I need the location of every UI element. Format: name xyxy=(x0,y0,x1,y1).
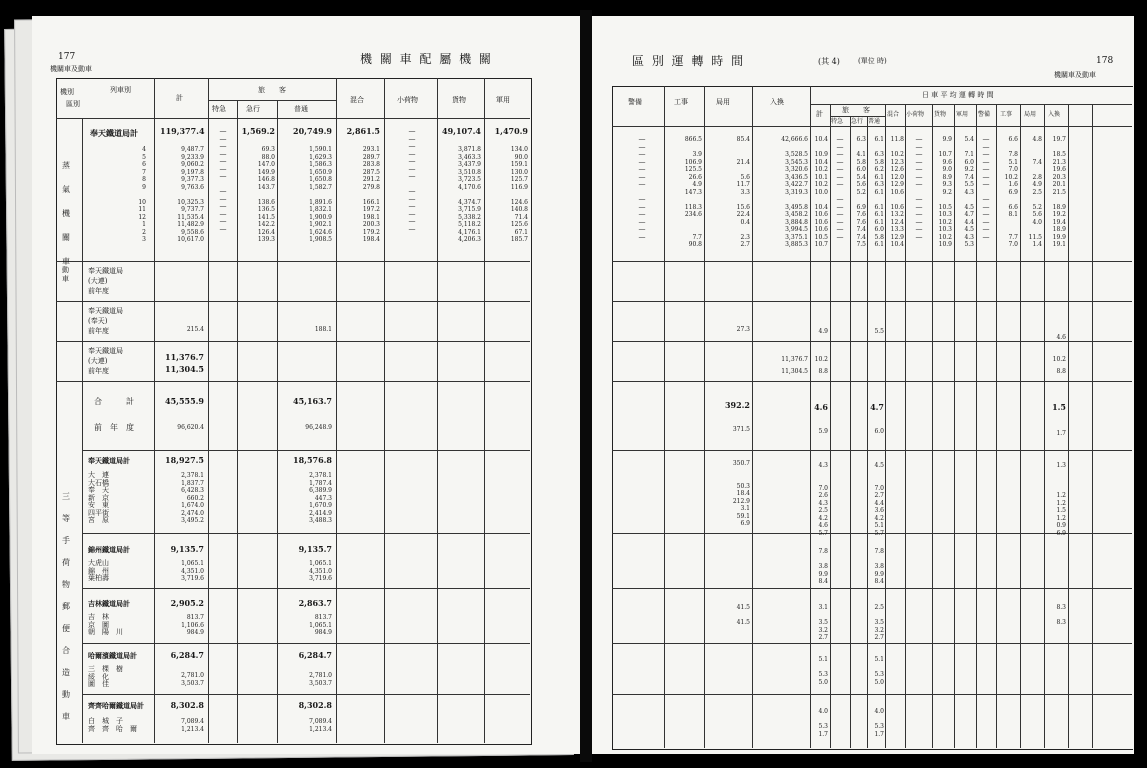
col-kyokuyo2-header: 局用 xyxy=(1024,111,1037,118)
a-kyuko: 6.3 4.1 5.8 6.0 5.4 5.6 5.2 6.9 7.6 7.6 7.4 7.4 7.5 xyxy=(856,136,866,248)
block-i-total-list: 7,089.4 1,213.4 xyxy=(181,718,204,733)
d-kei: 10.2 8.8 xyxy=(814,356,828,375)
block-a-col-total: 9,487.7 9,233.9 9,060.2 9,197.8 9,377.3 9,763.6 10,325.3 9,737.7 11,535.4 11,482.9 9,558.6 10,617.0 xyxy=(177,146,204,243)
block-a-kamotsu: 3,871.8 3,463.3 3,437.9 3,510.8 3,723.5 4,170.6 4,374.7 3,715.9 5,338.2 5,118.2 4,176.1 4,206.3 xyxy=(458,146,481,243)
block-b-label: 奉天鐵道局 (大連) 前年度 xyxy=(88,267,123,295)
dash-column: — — — — — — — — — — — — — xyxy=(638,135,646,241)
block-d-total: 11,376.7 11,304.5 xyxy=(165,352,204,374)
col-ryokaku-header: 旅 客 xyxy=(842,106,870,114)
col-total-header: 計 xyxy=(176,94,183,102)
g-futsu: 2.5 3.5 3.2 2.7 xyxy=(874,604,884,641)
a-kyokuyo: 85.4 21.4 5.6 11.7 3.3 15.6 22.4 0.4 2.3 2.7 xyxy=(736,136,750,248)
col-gunyo-header: 軍用 xyxy=(956,111,969,118)
g-kyokuyo: 41.5 41.5 xyxy=(736,604,750,626)
block-h-label: 哈爾濱鐵道局計 xyxy=(88,651,137,660)
f-futsu: 7.8 3.8 9.9 8.4 xyxy=(874,548,884,585)
block-i-label: 齊齊哈爾鐵道局計 xyxy=(88,701,144,710)
col-irekae-header: 入換 xyxy=(770,98,784,106)
block-a-label: 奉天鐵道局計 xyxy=(90,128,138,138)
col-kyuko-header: 急行 xyxy=(246,105,260,113)
block-f-label: 錦州鐵道局計 xyxy=(88,545,130,554)
prev-kyokuyo2: 1.7 xyxy=(1056,430,1066,437)
page-number: 177 xyxy=(58,52,76,62)
col-kamotsu-header: 貨物 xyxy=(934,111,947,118)
header-sect-label: 區別 xyxy=(66,100,80,108)
sum-kei: 4.6 xyxy=(814,402,828,412)
block-h-sub: 三 棵 樹 綏 化 圖 佳 xyxy=(88,665,123,688)
col-irekae2-header: 入換 xyxy=(1048,111,1061,118)
col-tokkyu-header: 特急 xyxy=(212,105,226,113)
block-a-gunyo: 134.0 90.0 159.1 130.0 125.7 116.9 124.6 140.8 71.4 125.6 67.1 185.7 xyxy=(510,146,528,243)
unit-label: (單位 時) xyxy=(858,57,887,65)
block-h-futsu-list: 2,781.0 3,503.7 xyxy=(309,672,332,687)
block-c-label: 奉天鐵道局 (奉天) 前年度 xyxy=(88,307,123,335)
dash-column: — — — — — — — — — — — — — xyxy=(219,127,227,233)
sum-kyokuyo: 392.2 xyxy=(724,400,750,410)
a-kamotsu: 9.9 10.7 9.6 9.0 8.9 9.3 9.2 10.5 10.3 10.2 10.3 10.2 10.9 xyxy=(938,136,952,248)
prev-futsu: 6.0 xyxy=(874,428,884,435)
col-kongo-header: 混合 xyxy=(350,96,364,104)
block-f-futsu-list: 1,065.1 4,351.0 3,719.6 xyxy=(309,560,332,582)
e-kyokuyo2: 1.3 1.2 1.2 1.5 1.2 0.9 6.9 xyxy=(1056,462,1066,537)
block-e-sub: 大 連 大石橋 奉 天 新 京 安 東 四平街 宮 原 xyxy=(88,471,109,524)
e-futsu: 4.5 7.0 2.7 4.4 3.6 4.2 5.1 5.7 xyxy=(874,462,884,537)
block-a-kongo: 293.1 289.7 283.8 287.5 291.2 279.8 166.1 197.2 198.1 200.3 179.2 198.4 xyxy=(362,146,380,243)
block-f-futsu: 9,135.7 xyxy=(298,544,332,554)
block-a-kamotsu-total: 49,107.4 xyxy=(442,126,481,136)
block-e-total-list: 2,378.1 1,837.7 6,428.3 660.2 1,674.0 2,474.0 3,495.2 xyxy=(181,472,204,524)
block-h-total: 6,284.7 xyxy=(170,650,204,660)
col-tokkyu-header: 特急 xyxy=(831,118,844,125)
block-i-sub: 白 城 子 齊 齊 哈 爾 xyxy=(88,717,137,733)
header-kind-label: 機別 xyxy=(60,88,74,96)
a-irekae: 42,666.6 3,528.5 3,545.3 3,320.6 3,436.5 3,422.7 3,319.3 3,495.8 3,458.2 3,884.8 3,994.5 3,375.1 3,885.3 xyxy=(781,136,808,248)
block-g-label: 吉林鐵道局計 xyxy=(88,599,130,608)
prev-kei: 5.9 xyxy=(818,428,828,435)
block-e-label: 奉天鐵道局計 xyxy=(88,456,130,465)
section-railcar-label: 動車 xyxy=(62,266,69,283)
sum-label: 合 計 xyxy=(94,397,134,406)
block-a-futsu: 1,590.1 1,629.3 1,586.3 1,650.9 1,650.8 1,582.7 1,891.6 1,832.1 1,900.9 1,902.1 1,624.6 1,908.5 xyxy=(309,146,332,243)
block-a-futsu-total: 20,749.9 xyxy=(293,126,332,136)
running-head: 機關車及動車 xyxy=(50,65,92,73)
block-g-total-list: 813.7 1,106.6 984.9 xyxy=(181,614,204,636)
d-irekae2: 10.2 8.8 xyxy=(1052,356,1066,375)
a-futsu: 6.1 6.3 5.8 6.2 6.1 6.3 6.1 6.1 6.1 6.1 6.0 5.8 6.1 xyxy=(874,136,884,248)
block-g-total: 2,905.2 xyxy=(170,598,204,608)
col-kyuko-header: 急行 xyxy=(851,118,864,125)
col-kei-header: 計 xyxy=(816,110,823,118)
block-c-futsu: 188.1 xyxy=(314,326,332,333)
i-futsu: 4.0 5.3 1.7 xyxy=(874,708,884,738)
block-f-sub: 大虎山 錦 州 葉柏壽 xyxy=(88,559,109,582)
h-kei: 5.1 5.3 5.0 xyxy=(818,656,828,686)
col-passenger-header: 旅 客 xyxy=(258,86,286,94)
header-row-label: 列車別 xyxy=(110,86,131,94)
block-a-gunyo-total: 1,470.9 xyxy=(494,126,528,136)
e-kyokuyo: 350.7 50.3 18.4 212.9 3.1 59.1 6.9 xyxy=(732,460,750,527)
block-a-kongo-total: 2,861.5 xyxy=(346,126,380,136)
g-kyokuyo2: 8.3 8.3 xyxy=(1056,604,1066,626)
block-i-total: 8,302.8 xyxy=(170,700,204,710)
prev-futsu: 96,248.9 xyxy=(305,424,332,431)
col-futsu-header: 普通 xyxy=(868,118,881,125)
block-g-futsu-list: 813.7 1,065.1 984.9 xyxy=(309,614,332,636)
block-a-kyuko-total: 1,569.2 xyxy=(241,126,275,136)
block-h-futsu: 6,284.7 xyxy=(298,650,332,660)
a-kei: 10.4 10.9 10.4 10.2 10.1 10.2 10.0 10.4 10.6 10.6 10.6 10.5 10.7 xyxy=(814,136,828,248)
block-e-futsu: 18,576.8 xyxy=(293,455,332,465)
block-h-total-list: 2,781.0 3,503.7 xyxy=(181,672,204,687)
a-gunyo: 5.4 7.1 6.0 9.2 7.4 5.5 4.3 4.5 4.7 4.4 4.5 4.3 5.3 xyxy=(964,136,974,248)
left-page xyxy=(32,16,580,754)
block-i-futsu-list: 7,089.4 1,213.4 xyxy=(309,718,332,733)
block-d-label: 奉天鐵道局 (大連) 前年度 xyxy=(88,347,123,375)
col-keibi2-header: 警備 xyxy=(978,111,991,118)
page-title: 機 關 車 配 屬 機 關 xyxy=(360,52,493,66)
c-kei: 4.9 xyxy=(818,328,828,335)
block-f-total-list: 1,065.1 4,351.0 3,719.6 xyxy=(181,560,204,582)
daily-average-header: 日 車 平 均 運 轉 時 間 xyxy=(922,91,994,99)
col-kamotsu-header: 貨物 xyxy=(452,96,466,104)
dash-column: — — — — — — — — — — — — — xyxy=(915,135,923,241)
col-gunyo-header: 軍用 xyxy=(496,96,510,104)
c-kyokuyo: 27.3 xyxy=(736,326,750,333)
dash-column: — — — — — — — — — — — — — xyxy=(836,135,844,241)
book-gutter xyxy=(580,10,592,762)
prev-label: 前 年 度 xyxy=(94,423,134,432)
page-number: 178 xyxy=(1096,56,1114,66)
col-konimotsu-header: 小荷物 xyxy=(397,96,418,104)
col-futsu-header: 普通 xyxy=(294,105,308,113)
page-title: 區 別 運 轉 時 間 xyxy=(632,54,746,68)
sum-kyokuyo2: 1.5 xyxy=(1052,402,1066,412)
d-irekae: 11,376.7 11,304.5 xyxy=(781,356,808,375)
a-koji2: 6.6 7.8 5.1 7.0 10.2 1.6 6.9 6.6 8.1 7.7 7.0 xyxy=(1004,136,1018,248)
section-third-label: 三等手荷物郵便合造動車 xyxy=(62,492,70,721)
f-kei: 7.8 3.8 9.9 8.4 xyxy=(818,548,828,585)
block-a-total: 119,377.4 xyxy=(160,126,205,136)
c-futsu: 5.5 xyxy=(874,328,884,335)
col-kyokuyo-header: 局用 xyxy=(716,98,730,106)
running-head: 機關車及動車 xyxy=(1054,71,1096,79)
a-koji: 866.5 3.9 106.9 125.5 26.6 4.9 147.3 118.3 234.6 7.7 90.8 xyxy=(684,136,702,248)
col-koji2-header: 工事 xyxy=(1000,111,1013,118)
col-koji-header: 工事 xyxy=(674,98,688,106)
prev-kyokuyo: 371.5 xyxy=(732,426,750,433)
prev-total: 96,620.4 xyxy=(177,424,204,431)
section-steam-label: 蒸氣機關車 xyxy=(62,161,70,266)
sum-futsu: 4.7 xyxy=(870,402,884,412)
dash-column: — — — — — — — — — — — — — xyxy=(982,135,990,241)
a-kyokuyo2: 4.8 7.4 2.8 4.9 2.5 5.2 5.6 4.0 11.5 1.4 xyxy=(1028,136,1042,248)
h-futsu: 5.1 5.3 5.0 xyxy=(874,656,884,686)
block-g-sub: 吉 林 京 圖 朝 陽 川 xyxy=(88,613,123,636)
a-irekae2: 19.7 18.5 21.3 19.6 20.3 20.1 21.5 18.9 19.2 19.4 18.9 19.9 19.1 xyxy=(1052,136,1066,248)
right-page xyxy=(592,16,1134,754)
block-a-months: 4 5 6 7 8 9 10 11 12 1 2 3 xyxy=(138,146,146,243)
block-a-kyuko: 69.3 88.0 147.0 149.9 146.8 143.7 138.6 136.5 141.5 142.2 126.4 139.3 xyxy=(257,146,275,243)
block-i-futsu: 8,302.8 xyxy=(298,700,332,710)
block-g-futsu: 2,863.7 xyxy=(298,598,332,608)
block-e-total: 18,927.5 xyxy=(165,455,204,465)
col-keibi-header: 警備 xyxy=(628,98,642,106)
sum-futsu: 45,163.7 xyxy=(293,396,332,406)
dash-column: — — — — — — — — — — — — — xyxy=(408,127,416,233)
sum-total: 45,555.9 xyxy=(165,396,204,406)
title-note: (其 4) xyxy=(818,57,840,66)
a-kongo: 11.8 10.2 12.3 12.6 12.0 12.9 10.6 10.6 13.2 12.4 13.3 12.9 10.4 xyxy=(890,136,904,248)
col-kongo-header: 混合 xyxy=(887,111,900,118)
i-kei: 4.0 5.3 1.7 xyxy=(818,708,828,738)
c-kyokuyo2: 4.6 xyxy=(1056,334,1066,341)
block-e-futsu-list: 2,378.1 1,787.4 6,389.9 447.3 1,670.9 2,414.9 3,488.3 xyxy=(309,472,332,524)
e-kei: 4.3 7.0 2.6 4.3 2.5 4.2 4.6 5.7 xyxy=(818,462,828,537)
block-c-total: 215.4 xyxy=(186,326,204,333)
col-konimotsu-header: 小荷物 xyxy=(906,111,925,118)
g-kei: 3.1 3.5 3.2 2.7 xyxy=(818,604,828,641)
block-f-total: 9,135.7 xyxy=(170,544,204,554)
